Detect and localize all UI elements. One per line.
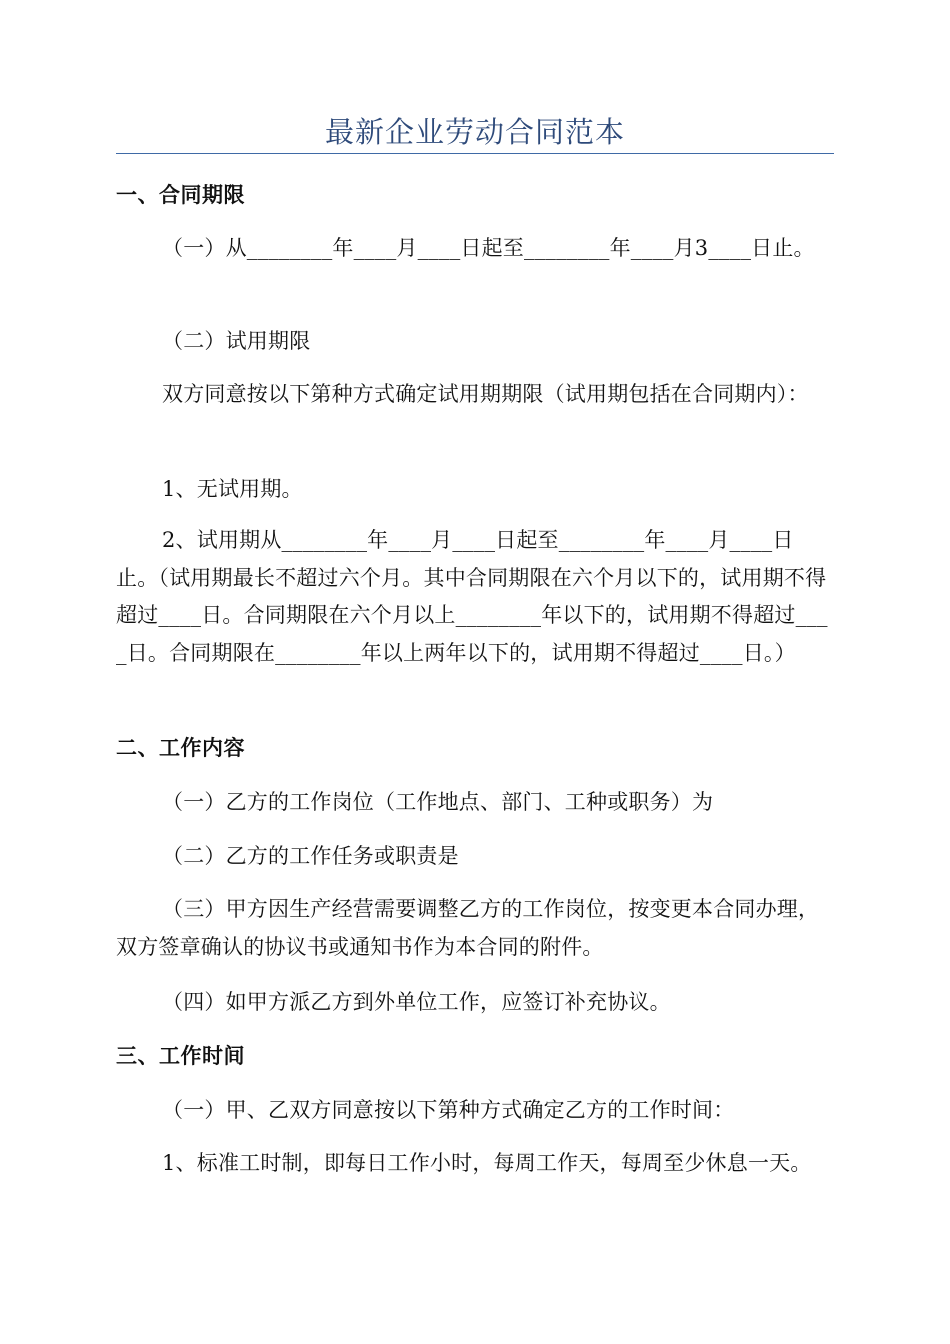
- paragraph: 1、无试用期。: [162, 477, 303, 501]
- paragraph: （二）试用期限: [162, 329, 311, 353]
- paragraph: （四）如甲方派乙方到外单位工作，应签订补充协议。: [162, 990, 671, 1014]
- section-heading: 二、工作内容: [116, 736, 245, 760]
- paragraph: （二）乙方的工作任务或职责是: [162, 844, 459, 868]
- paragraph: （一）从________年____月____日起至________年____月3____日止。: [162, 236, 815, 260]
- paragraph: （一）乙方的工作岗位（工作地点、部门、工种或职务）为: [162, 790, 714, 814]
- section-heading: 一、合同期限: [116, 183, 245, 207]
- paragraph: 双方同意按以下第种方式确定试用期期限（试用期包括在合同期内）：: [162, 382, 809, 406]
- document-title: 最新企业劳动合同范本: [324, 115, 625, 149]
- paragraph: （一）甲、乙双方同意按以下第种方式确定乙方的工作时间：: [162, 1098, 735, 1122]
- paragraph: 1、标准工时制，即每日工作小时，每周工作天，每周至少休息一天。: [162, 1151, 812, 1175]
- section-heading: 三、工作时间: [116, 1044, 245, 1068]
- paragraph: 2、试用期从________年____月____日起至________年____月____日止。（试用期最长不超过六个月。其中合同期限在六个月以下的，试用期不得超过____日。合同期限在六个月以上________年以下的，试用期不得超过____日。合同期限在________年以上两年以下的，试用期不得超过____日。）: [116, 528, 828, 665]
- title-underline: [116, 153, 834, 154]
- paragraph: （三）甲方因生产经营需要调整乙方的工作岗位，按变更本合同办理，双方签章确认的协议书或通知书作为本合同的附件。: [116, 897, 820, 959]
